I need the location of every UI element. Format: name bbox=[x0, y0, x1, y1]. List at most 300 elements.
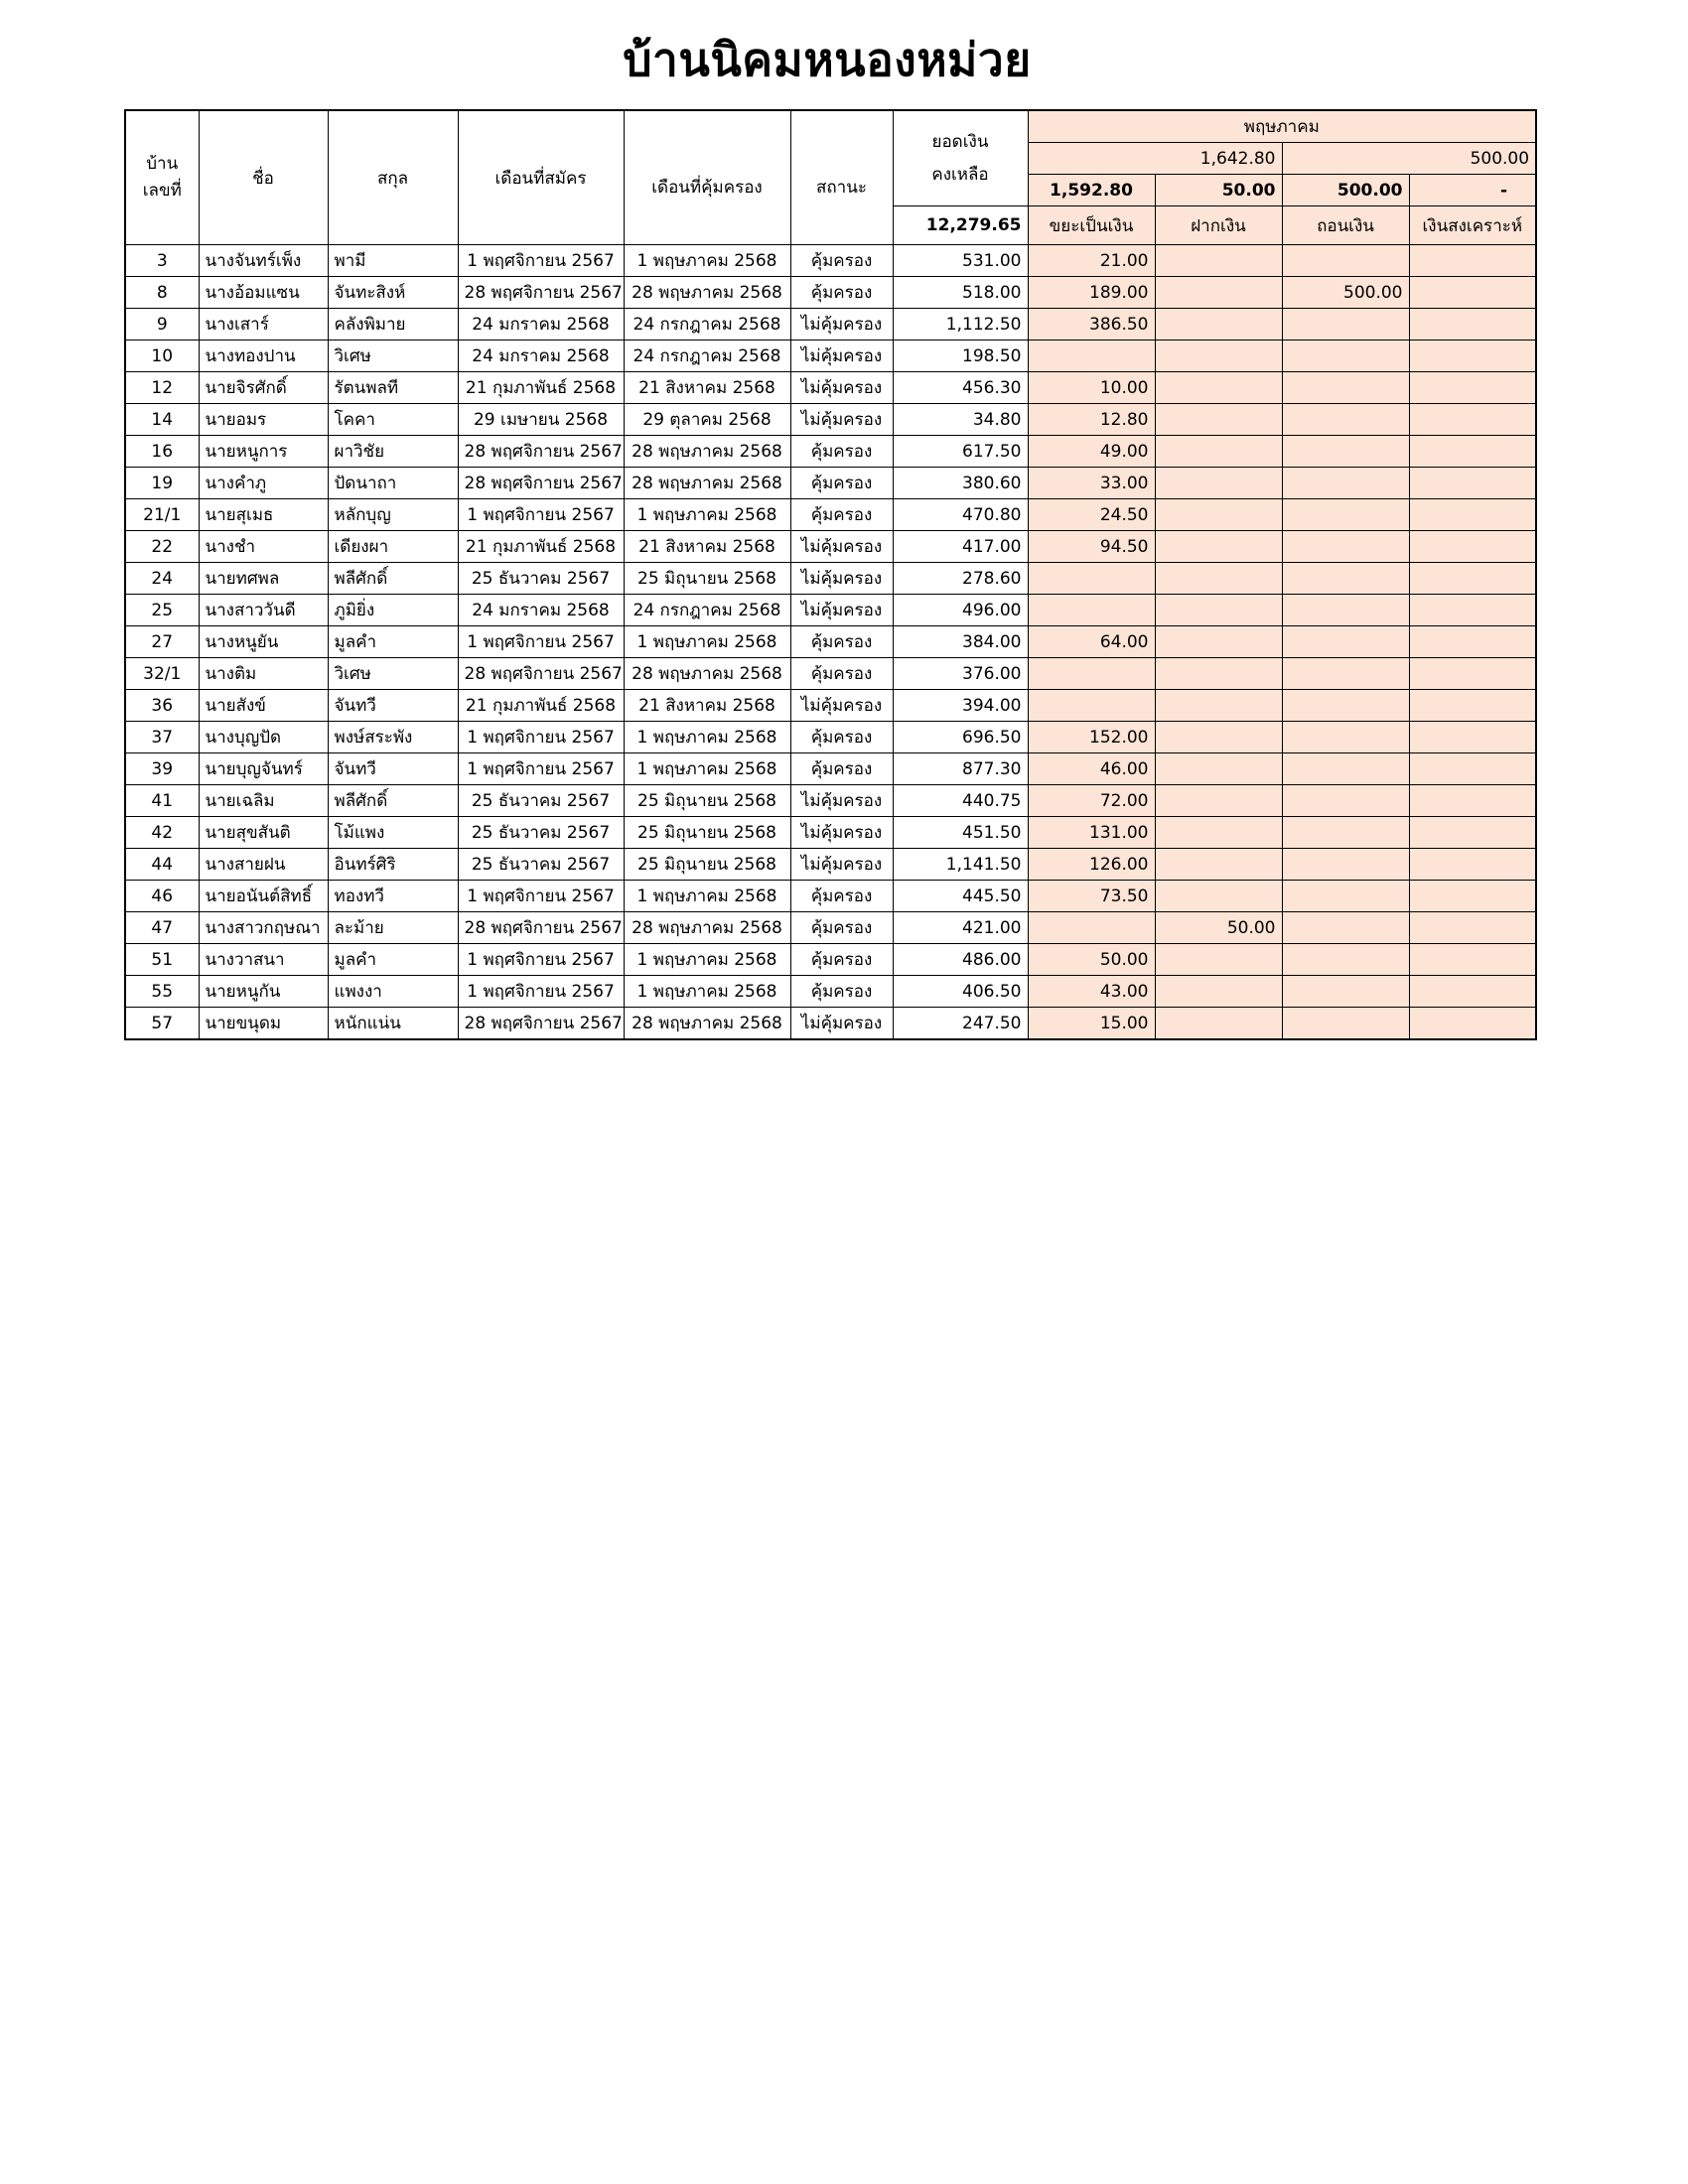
cell-deposit bbox=[1155, 468, 1282, 499]
cell-deposit: 50.00 bbox=[1155, 912, 1282, 944]
cell-welfare bbox=[1409, 976, 1536, 1008]
cell-house-no: 19 bbox=[125, 468, 199, 499]
cell-coverage-month: 1 พฤษภาคม 2568 bbox=[624, 245, 790, 277]
table-row bbox=[125, 817, 1536, 849]
cell-house-no: 57 bbox=[125, 1008, 199, 1040]
cell-apply-month: 1 พฤศจิกายน 2567 bbox=[458, 722, 624, 753]
cell-house-no: 12 bbox=[125, 372, 199, 404]
cell-welfare bbox=[1409, 309, 1536, 341]
welfare-total: - bbox=[1409, 175, 1536, 206]
savings-ledger-table bbox=[124, 109, 1537, 1040]
cell-surname: หนักแน่น bbox=[328, 1008, 458, 1040]
cell-balance: 380.60 bbox=[893, 468, 1028, 499]
cell-surname: มูลคำ bbox=[328, 626, 458, 658]
cell-waste: 72.00 bbox=[1028, 785, 1155, 817]
cell-apply-month: 1 พฤศจิกายน 2567 bbox=[458, 499, 624, 531]
cell-withdraw bbox=[1282, 753, 1409, 785]
cell-coverage-month: 25 มิถุนายน 2568 bbox=[624, 563, 790, 595]
cell-status: คุ้มครอง bbox=[790, 277, 893, 309]
month-total-right: 500.00 bbox=[1282, 143, 1536, 175]
cell-name: นายสังข์ bbox=[199, 690, 328, 722]
table-row bbox=[125, 976, 1536, 1008]
header-balance: ยอดเงิน คงเหลือ bbox=[893, 110, 1028, 206]
cell-waste bbox=[1028, 658, 1155, 690]
cell-apply-month: 25 ธันวาคม 2567 bbox=[458, 849, 624, 881]
cell-waste: 50.00 bbox=[1028, 944, 1155, 976]
cell-withdraw bbox=[1282, 912, 1409, 944]
cell-deposit bbox=[1155, 976, 1282, 1008]
cell-name: นายขนุดม bbox=[199, 1008, 328, 1040]
table-row bbox=[125, 341, 1536, 372]
cell-deposit bbox=[1155, 1008, 1282, 1040]
table-row bbox=[125, 944, 1536, 976]
cell-status: คุ้มครอง bbox=[790, 976, 893, 1008]
cell-house-no: 44 bbox=[125, 849, 199, 881]
cell-surname: รัตนพลที bbox=[328, 372, 458, 404]
cell-balance: 421.00 bbox=[893, 912, 1028, 944]
cell-name: นายจิรศักดิ์ bbox=[199, 372, 328, 404]
cell-balance: 417.00 bbox=[893, 531, 1028, 563]
cell-waste bbox=[1028, 341, 1155, 372]
cell-balance: 877.30 bbox=[893, 753, 1028, 785]
month-total-left: 1,642.80 bbox=[1028, 143, 1282, 175]
header-house-no: บ้าน เลขที่ bbox=[125, 110, 199, 245]
cell-surname: โคคา bbox=[328, 404, 458, 436]
cell-coverage-month: 28 พฤษภาคม 2568 bbox=[624, 1008, 790, 1040]
cell-house-no: 21/1 bbox=[125, 499, 199, 531]
cell-surname: เดียงผา bbox=[328, 531, 458, 563]
cell-balance: 456.30 bbox=[893, 372, 1028, 404]
table-body bbox=[125, 245, 1536, 1040]
cell-waste: 46.00 bbox=[1028, 753, 1155, 785]
cell-welfare bbox=[1409, 785, 1536, 817]
cell-status: ไม่คุ้มครอง bbox=[790, 1008, 893, 1040]
cell-coverage-month: 24 กรกฎาคม 2568 bbox=[624, 341, 790, 372]
cell-surname: พงษ์สระพัง bbox=[328, 722, 458, 753]
cell-apply-month: 25 ธันวาคม 2567 bbox=[458, 817, 624, 849]
cell-house-no: 46 bbox=[125, 881, 199, 912]
cell-balance: 617.50 bbox=[893, 436, 1028, 468]
cell-withdraw bbox=[1282, 436, 1409, 468]
cell-deposit bbox=[1155, 404, 1282, 436]
cell-apply-month: 1 พฤศจิกายน 2567 bbox=[458, 245, 624, 277]
cell-deposit bbox=[1155, 531, 1282, 563]
cell-surname: พามี bbox=[328, 245, 458, 277]
cell-coverage-month: 25 มิถุนายน 2568 bbox=[624, 785, 790, 817]
cell-house-no: 55 bbox=[125, 976, 199, 1008]
cell-withdraw bbox=[1282, 499, 1409, 531]
cell-apply-month: 1 พฤศจิกายน 2567 bbox=[458, 626, 624, 658]
cell-waste: 189.00 bbox=[1028, 277, 1155, 309]
cell-balance: 384.00 bbox=[893, 626, 1028, 658]
table-row bbox=[125, 436, 1536, 468]
cell-apply-month: 28 พฤศจิกายน 2567 bbox=[458, 1008, 624, 1040]
cell-surname: ปัดนาถา bbox=[328, 468, 458, 499]
table-row bbox=[125, 563, 1536, 595]
cell-deposit bbox=[1155, 817, 1282, 849]
cell-balance: 696.50 bbox=[893, 722, 1028, 753]
cell-withdraw bbox=[1282, 722, 1409, 753]
cell-waste: 49.00 bbox=[1028, 436, 1155, 468]
cell-withdraw bbox=[1282, 976, 1409, 1008]
cell-welfare bbox=[1409, 849, 1536, 881]
cell-waste: 126.00 bbox=[1028, 849, 1155, 881]
cell-apply-month: 21 กุมภาพันธ์ 2568 bbox=[458, 372, 624, 404]
cell-welfare bbox=[1409, 690, 1536, 722]
cell-deposit bbox=[1155, 753, 1282, 785]
cell-balance: 34.80 bbox=[893, 404, 1028, 436]
cell-waste: 64.00 bbox=[1028, 626, 1155, 658]
cell-coverage-month: 21 สิงหาคม 2568 bbox=[624, 690, 790, 722]
table-row bbox=[125, 372, 1536, 404]
cell-apply-month: 28 พฤศจิกายน 2567 bbox=[458, 436, 624, 468]
cell-house-no: 32/1 bbox=[125, 658, 199, 690]
cell-deposit bbox=[1155, 944, 1282, 976]
cell-withdraw bbox=[1282, 658, 1409, 690]
cell-status: คุ้มครอง bbox=[790, 436, 893, 468]
cell-welfare bbox=[1409, 468, 1536, 499]
cell-waste bbox=[1028, 912, 1155, 944]
cell-waste: 10.00 bbox=[1028, 372, 1155, 404]
header-status: สถานะ bbox=[790, 110, 893, 245]
cell-apply-month: 24 มกราคม 2568 bbox=[458, 341, 624, 372]
cell-house-no: 42 bbox=[125, 817, 199, 849]
cell-coverage-month: 1 พฤษภาคม 2568 bbox=[624, 881, 790, 912]
cell-welfare bbox=[1409, 912, 1536, 944]
cell-status: ไม่คุ้มครอง bbox=[790, 531, 893, 563]
cell-name: นายหนูกัน bbox=[199, 976, 328, 1008]
cell-welfare bbox=[1409, 881, 1536, 912]
cell-waste: 94.50 bbox=[1028, 531, 1155, 563]
cell-name: นายบุญจันทร์ bbox=[199, 753, 328, 785]
cell-name: นายอนันต์สิทธิ์ bbox=[199, 881, 328, 912]
cell-balance: 247.50 bbox=[893, 1008, 1028, 1040]
cell-surname: พลีศักดิ์ bbox=[328, 563, 458, 595]
cell-waste: 12.80 bbox=[1028, 404, 1155, 436]
header-coverage-month: เดือนที่คุ้มครอง bbox=[624, 110, 790, 245]
cell-name: นางทองปาน bbox=[199, 341, 328, 372]
cell-coverage-month: 1 พฤษภาคม 2568 bbox=[624, 626, 790, 658]
header-name: ชื่อ bbox=[199, 110, 328, 245]
cell-house-no: 25 bbox=[125, 595, 199, 626]
cell-deposit bbox=[1155, 595, 1282, 626]
cell-status: คุ้มครอง bbox=[790, 722, 893, 753]
cell-surname: แพงงา bbox=[328, 976, 458, 1008]
cell-coverage-month: 28 พฤษภาคม 2568 bbox=[624, 912, 790, 944]
cell-deposit bbox=[1155, 849, 1282, 881]
cell-surname: จันทะสิงห์ bbox=[328, 277, 458, 309]
table-row bbox=[125, 277, 1536, 309]
cell-name: นายสุขสันติ bbox=[199, 817, 328, 849]
cell-welfare bbox=[1409, 531, 1536, 563]
cell-waste: 15.00 bbox=[1028, 1008, 1155, 1040]
cell-deposit bbox=[1155, 690, 1282, 722]
cell-withdraw bbox=[1282, 245, 1409, 277]
cell-apply-month: 29 เมษายน 2568 bbox=[458, 404, 624, 436]
cell-deposit bbox=[1155, 785, 1282, 817]
cell-coverage-month: 25 มิถุนายน 2568 bbox=[624, 849, 790, 881]
table-row bbox=[125, 849, 1536, 881]
table-row bbox=[125, 753, 1536, 785]
cell-balance: 470.80 bbox=[893, 499, 1028, 531]
cell-deposit bbox=[1155, 722, 1282, 753]
cell-status: คุ้มครอง bbox=[790, 245, 893, 277]
cell-name: นายเฉลิม bbox=[199, 785, 328, 817]
cell-house-no: 8 bbox=[125, 277, 199, 309]
cell-coverage-month: 1 พฤษภาคม 2568 bbox=[624, 976, 790, 1008]
table-row bbox=[125, 658, 1536, 690]
header-apply-month: เดือนที่สมัคร bbox=[458, 110, 624, 245]
cell-withdraw: 500.00 bbox=[1282, 277, 1409, 309]
cell-welfare bbox=[1409, 944, 1536, 976]
cell-balance: 278.60 bbox=[893, 563, 1028, 595]
cell-surname: อินทร์ศิริ bbox=[328, 849, 458, 881]
cell-status: ไม่คุ้มครอง bbox=[790, 341, 893, 372]
cell-house-no: 51 bbox=[125, 944, 199, 976]
cell-status: คุ้มครอง bbox=[790, 626, 893, 658]
cell-deposit bbox=[1155, 499, 1282, 531]
cell-welfare bbox=[1409, 372, 1536, 404]
cell-withdraw bbox=[1282, 690, 1409, 722]
table-row bbox=[125, 785, 1536, 817]
cell-apply-month: 21 กุมภาพันธ์ 2568 bbox=[458, 531, 624, 563]
cell-waste: 24.50 bbox=[1028, 499, 1155, 531]
cell-deposit bbox=[1155, 626, 1282, 658]
cell-name: นางคำภู bbox=[199, 468, 328, 499]
cell-waste: 73.50 bbox=[1028, 881, 1155, 912]
table-row bbox=[125, 245, 1536, 277]
table-row bbox=[125, 626, 1536, 658]
cell-name: นางจันทร์เพ็ง bbox=[199, 245, 328, 277]
cell-house-no: 16 bbox=[125, 436, 199, 468]
cell-withdraw bbox=[1282, 468, 1409, 499]
cell-welfare bbox=[1409, 817, 1536, 849]
cell-apply-month: 28 พฤศจิกายน 2567 bbox=[458, 468, 624, 499]
cell-house-no: 41 bbox=[125, 785, 199, 817]
cell-waste: 21.00 bbox=[1028, 245, 1155, 277]
table-row bbox=[125, 881, 1536, 912]
cell-balance: 1,141.50 bbox=[893, 849, 1028, 881]
cell-status: ไม่คุ้มครอง bbox=[790, 563, 893, 595]
cell-balance: 394.00 bbox=[893, 690, 1028, 722]
cell-withdraw bbox=[1282, 563, 1409, 595]
cell-balance: 531.00 bbox=[893, 245, 1028, 277]
cell-deposit bbox=[1155, 658, 1282, 690]
cell-house-no: 37 bbox=[125, 722, 199, 753]
cell-balance: 518.00 bbox=[893, 277, 1028, 309]
cell-balance: 451.50 bbox=[893, 817, 1028, 849]
cell-status: คุ้มครอง bbox=[790, 658, 893, 690]
cell-deposit bbox=[1155, 436, 1282, 468]
cell-waste: 152.00 bbox=[1028, 722, 1155, 753]
table-row bbox=[125, 499, 1536, 531]
cell-balance: 496.00 bbox=[893, 595, 1028, 626]
cell-apply-month: 1 พฤศจิกายน 2567 bbox=[458, 976, 624, 1008]
cell-apply-month: 1 พฤศจิกายน 2567 bbox=[458, 944, 624, 976]
cell-welfare bbox=[1409, 245, 1536, 277]
cell-name: นางสาวกฤษณา bbox=[199, 912, 328, 944]
cell-deposit bbox=[1155, 309, 1282, 341]
cell-coverage-month: 1 พฤษภาคม 2568 bbox=[624, 753, 790, 785]
cell-name: นางเสาร์ bbox=[199, 309, 328, 341]
cell-apply-month: 1 พฤศจิกายน 2567 bbox=[458, 753, 624, 785]
cell-house-no: 24 bbox=[125, 563, 199, 595]
cell-welfare bbox=[1409, 436, 1536, 468]
cell-withdraw bbox=[1282, 849, 1409, 881]
cell-deposit bbox=[1155, 563, 1282, 595]
cell-surname: มูลคำ bbox=[328, 944, 458, 976]
cell-house-no: 22 bbox=[125, 531, 199, 563]
cell-surname: ทองทวี bbox=[328, 881, 458, 912]
cell-status: คุ้มครอง bbox=[790, 912, 893, 944]
cell-deposit bbox=[1155, 341, 1282, 372]
cell-house-no: 39 bbox=[125, 753, 199, 785]
table-row bbox=[125, 912, 1536, 944]
cell-apply-month: 28 พฤศจิกายน 2567 bbox=[458, 277, 624, 309]
deposit-total: 50.00 bbox=[1155, 175, 1282, 206]
cell-coverage-month: 28 พฤษภาคม 2568 bbox=[624, 468, 790, 499]
cell-apply-month: 24 มกราคม 2568 bbox=[458, 595, 624, 626]
cell-waste: 386.50 bbox=[1028, 309, 1155, 341]
waste-total: 1,592.80 bbox=[1028, 175, 1155, 206]
cell-status: ไม่คุ้มครอง bbox=[790, 372, 893, 404]
cell-withdraw bbox=[1282, 531, 1409, 563]
cell-withdraw bbox=[1282, 817, 1409, 849]
table-row bbox=[125, 1008, 1536, 1040]
cell-coverage-month: 25 มิถุนายน 2568 bbox=[624, 817, 790, 849]
cell-welfare bbox=[1409, 595, 1536, 626]
cell-coverage-month: 28 พฤษภาคม 2568 bbox=[624, 277, 790, 309]
cell-coverage-month: 1 พฤษภาคม 2568 bbox=[624, 722, 790, 753]
cell-welfare bbox=[1409, 277, 1536, 309]
header-deposit: ฝากเงิน bbox=[1155, 206, 1282, 245]
cell-withdraw bbox=[1282, 372, 1409, 404]
cell-surname: ละม้าย bbox=[328, 912, 458, 944]
cell-waste: 43.00 bbox=[1028, 976, 1155, 1008]
cell-balance: 440.75 bbox=[893, 785, 1028, 817]
cell-name: นายอมร bbox=[199, 404, 328, 436]
cell-withdraw bbox=[1282, 785, 1409, 817]
cell-balance: 198.50 bbox=[893, 341, 1028, 372]
cell-welfare bbox=[1409, 658, 1536, 690]
cell-coverage-month: 1 พฤษภาคม 2568 bbox=[624, 499, 790, 531]
cell-surname: จันทวี bbox=[328, 690, 458, 722]
cell-coverage-month: 21 สิงหาคม 2568 bbox=[624, 372, 790, 404]
table-header bbox=[125, 110, 1536, 245]
cell-name: นางสาววันดี bbox=[199, 595, 328, 626]
cell-name: นางวาสนา bbox=[199, 944, 328, 976]
table-row bbox=[125, 309, 1536, 341]
cell-name: นายสุเมธ bbox=[199, 499, 328, 531]
cell-name: นางติม bbox=[199, 658, 328, 690]
cell-withdraw bbox=[1282, 309, 1409, 341]
cell-coverage-month: 28 พฤษภาคม 2568 bbox=[624, 436, 790, 468]
cell-coverage-month: 21 สิงหาคม 2568 bbox=[624, 531, 790, 563]
cell-name: นางสายฝน bbox=[199, 849, 328, 881]
cell-apply-month: 24 มกราคม 2568 bbox=[458, 309, 624, 341]
cell-withdraw bbox=[1282, 404, 1409, 436]
cell-name: นายทศพล bbox=[199, 563, 328, 595]
cell-waste: 33.00 bbox=[1028, 468, 1155, 499]
cell-status: คุ้มครอง bbox=[790, 499, 893, 531]
cell-house-no: 14 bbox=[125, 404, 199, 436]
cell-welfare bbox=[1409, 753, 1536, 785]
cell-surname: ภูมิยิ่ง bbox=[328, 595, 458, 626]
balance-total: 12,279.65 bbox=[893, 206, 1028, 245]
cell-status: ไม่คุ้มครอง bbox=[790, 785, 893, 817]
cell-status: ไม่คุ้มครอง bbox=[790, 404, 893, 436]
cell-balance: 376.00 bbox=[893, 658, 1028, 690]
cell-waste bbox=[1028, 690, 1155, 722]
table-row bbox=[125, 722, 1536, 753]
cell-welfare bbox=[1409, 1008, 1536, 1040]
cell-apply-month: 25 ธันวาคม 2567 bbox=[458, 785, 624, 817]
cell-apply-month: 25 ธันวาคม 2567 bbox=[458, 563, 624, 595]
cell-name: นางบุญปัด bbox=[199, 722, 328, 753]
cell-surname: วิเศษ bbox=[328, 658, 458, 690]
cell-welfare bbox=[1409, 404, 1536, 436]
cell-surname: ผาวิชัย bbox=[328, 436, 458, 468]
cell-balance: 406.50 bbox=[893, 976, 1028, 1008]
cell-balance: 486.00 bbox=[893, 944, 1028, 976]
cell-house-no: 9 bbox=[125, 309, 199, 341]
cell-deposit bbox=[1155, 372, 1282, 404]
cell-coverage-month: 28 พฤษภาคม 2568 bbox=[624, 658, 790, 690]
cell-coverage-month: 24 กรกฎาคม 2568 bbox=[624, 595, 790, 626]
cell-surname: จันทวี bbox=[328, 753, 458, 785]
cell-apply-month: 28 พฤศจิกายน 2567 bbox=[458, 912, 624, 944]
cell-deposit bbox=[1155, 881, 1282, 912]
table-row bbox=[125, 531, 1536, 563]
cell-waste: 131.00 bbox=[1028, 817, 1155, 849]
cell-status: คุ้มครอง bbox=[790, 468, 893, 499]
cell-name: นางหนูยัน bbox=[199, 626, 328, 658]
cell-coverage-month: 29 ตุลาคม 2568 bbox=[624, 404, 790, 436]
cell-status: ไม่คุ้มครอง bbox=[790, 309, 893, 341]
table-row bbox=[125, 595, 1536, 626]
page-title: บ้านนิคมหนองหม่วย bbox=[623, 33, 1032, 86]
cell-welfare bbox=[1409, 722, 1536, 753]
cell-withdraw bbox=[1282, 341, 1409, 372]
cell-deposit bbox=[1155, 277, 1282, 309]
cell-surname: โม้แพง bbox=[328, 817, 458, 849]
cell-deposit bbox=[1155, 245, 1282, 277]
cell-status: ไม่คุ้มครอง bbox=[790, 690, 893, 722]
cell-surname: วิเศษ bbox=[328, 341, 458, 372]
withdraw-total: 500.00 bbox=[1282, 175, 1409, 206]
header-waste: ขยะเป็นเงิน bbox=[1028, 206, 1155, 245]
header-month: พฤษภาคม bbox=[1028, 110, 1536, 143]
cell-withdraw bbox=[1282, 595, 1409, 626]
cell-withdraw bbox=[1282, 626, 1409, 658]
cell-welfare bbox=[1409, 499, 1536, 531]
cell-waste bbox=[1028, 563, 1155, 595]
cell-house-no: 27 bbox=[125, 626, 199, 658]
cell-apply-month: 21 กุมภาพันธ์ 2568 bbox=[458, 690, 624, 722]
cell-balance: 1,112.50 bbox=[893, 309, 1028, 341]
cell-house-no: 3 bbox=[125, 245, 199, 277]
cell-coverage-month: 1 พฤษภาคม 2568 bbox=[624, 944, 790, 976]
cell-welfare bbox=[1409, 626, 1536, 658]
cell-coverage-month: 24 กรกฎาคม 2568 bbox=[624, 309, 790, 341]
cell-welfare bbox=[1409, 341, 1536, 372]
header-welfare: เงินสงเคราะห์ bbox=[1409, 206, 1536, 245]
cell-status: คุ้มครอง bbox=[790, 944, 893, 976]
cell-waste bbox=[1028, 595, 1155, 626]
cell-status: ไม่คุ้มครอง bbox=[790, 817, 893, 849]
cell-welfare bbox=[1409, 563, 1536, 595]
cell-balance: 445.50 bbox=[893, 881, 1028, 912]
